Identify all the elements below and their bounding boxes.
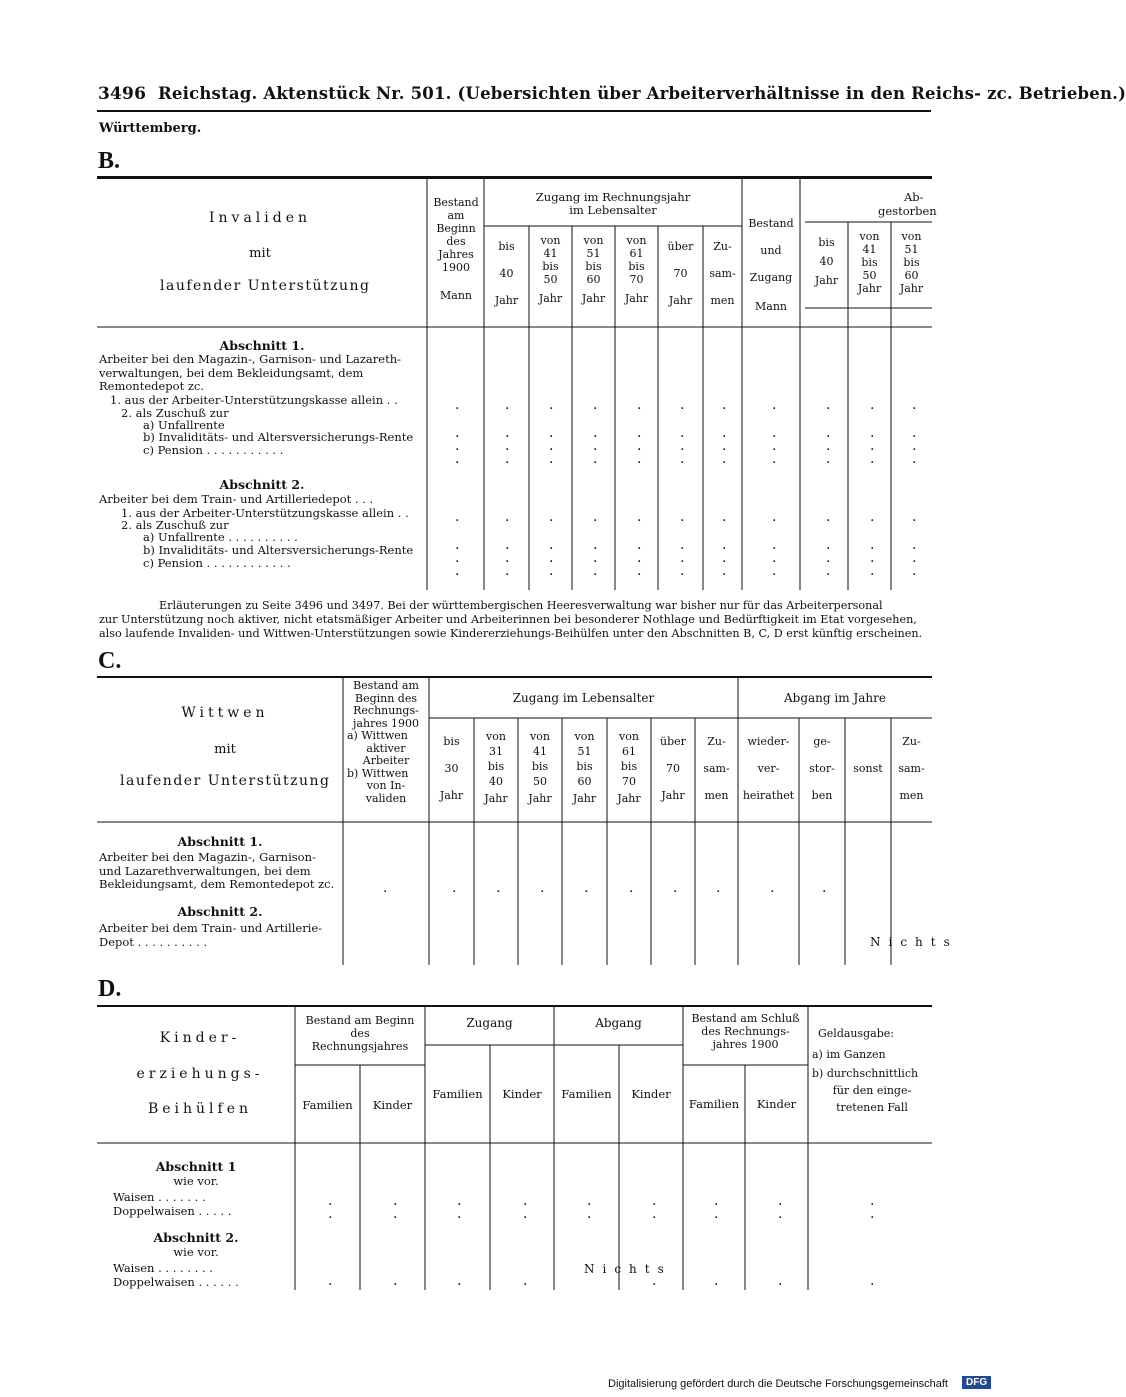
empty-cell-dot: .: [593, 563, 598, 579]
empty-cell-dot: .: [870, 397, 875, 413]
empty-cell-dot: .: [870, 509, 875, 525]
empty-cell-dot: .: [393, 1273, 398, 1289]
empty-cell-dot: .: [722, 438, 727, 454]
empty-cell-dot: .: [593, 537, 598, 553]
empty-cell-dot: .: [455, 425, 460, 441]
empty-cell-dot: .: [393, 1206, 398, 1222]
empty-cell-dot: .: [549, 397, 554, 413]
empty-cell-dot: .: [912, 425, 917, 441]
empty-cell-dot: .: [652, 1193, 657, 1209]
empty-cell-dot: .: [637, 397, 642, 413]
section-c-letter: C.: [98, 648, 122, 674]
b-col-bestand: Bestand am Beginn des Jahres 1900 Mann: [433, 196, 479, 302]
empty-cell-dot: .: [826, 550, 831, 566]
b-abschnitt2-title: Abschnitt 2.: [219, 477, 305, 492]
empty-cell-dot: .: [593, 451, 598, 467]
empty-cell-dot: .: [772, 397, 777, 413]
d-group-bestand-schluss: Bestand am Schluß des Rechnungs- jahres 1900: [691, 1012, 800, 1051]
empty-cell-dot: .: [455, 563, 460, 579]
empty-cell-dot: .: [826, 451, 831, 467]
empty-cell-dot: .: [593, 425, 598, 441]
empty-cell-dot: .: [870, 425, 875, 441]
empty-cell-dot: .: [722, 451, 727, 467]
empty-cell-dot: .: [714, 1193, 719, 1209]
b-col-bestand-zugang: Bestand und Zugang Mann: [748, 217, 794, 313]
empty-cell-dot: .: [778, 1273, 783, 1289]
empty-cell-dot: .: [772, 438, 777, 454]
empty-cell-dot: .: [328, 1206, 333, 1222]
d-abschnitt2-rows: Waisen . . . . . . . . Doppelwaisen . . . . . .: [113, 1261, 239, 1289]
empty-cell-dot: .: [778, 1193, 783, 1209]
empty-cell-dot: .: [505, 509, 510, 525]
empty-cell-dot: .: [680, 425, 685, 441]
empty-cell-dot: .: [680, 451, 685, 467]
c-nichts: Nichts: [870, 935, 958, 949]
c-zugang-col-5: von 61 bis 70 Jahr: [617, 730, 641, 805]
empty-cell-dot: .: [826, 563, 831, 579]
d-kinder-1: Kinder: [372, 1098, 413, 1112]
empty-cell-dot: .: [587, 1193, 592, 1209]
explanatory-notes: Erläuterungen zu Seite 3496 und 3497. Bei der württembergischen Heeresverwaltung war bisher nur für das Arbeiterpersonal zur Unterstützung noch aktiver, nicht etatsmäßiger Arbeiter und Arbeiterinnen bei besonderer Nothlage und Bedürftigkeit im Etat vorgesehen, also laufende Invaliden- und Wittwen-Unterstützungen sowie Kindererziehungs-Beihülfen unter den Abschnitten B, C, D erst künftig erscheinen.: [99, 599, 923, 640]
c-abschnitt1-rows: Arbeiter bei den Magazin-, Garnison- und Lazarethverwaltungen, bei dem Bekleidungsamt, dem Remontedepot zc.: [99, 850, 335, 891]
empty-cell-dot: .: [549, 425, 554, 441]
empty-cell-dot: .: [772, 451, 777, 467]
empty-cell-dot: .: [778, 1206, 783, 1222]
empty-cell-dot: .: [680, 438, 685, 454]
empty-cell-dot: .: [870, 1193, 875, 1209]
empty-cell-dot: .: [328, 1193, 333, 1209]
empty-cell-dot: .: [457, 1193, 462, 1209]
d-stub-line3: Beihülfen: [147, 1101, 253, 1117]
empty-cell-dot: .: [505, 537, 510, 553]
empty-cell-dot: .: [870, 1273, 875, 1289]
empty-cell-dot: .: [584, 880, 589, 896]
b-zugang-col-2: von 41 bis 50 Jahr: [538, 234, 563, 305]
empty-cell-dot: .: [826, 509, 831, 525]
empty-cell-dot: .: [629, 880, 634, 896]
empty-cell-dot: .: [505, 451, 510, 467]
empty-cell-dot: .: [912, 550, 917, 566]
empty-cell-dot: .: [912, 451, 917, 467]
c-abgang-col-4: Zu- sam- men: [898, 735, 925, 802]
empty-cell-dot: .: [505, 397, 510, 413]
empty-cell-dot: .: [680, 509, 685, 525]
b-zugang-header-2: im Lebensalter: [569, 203, 657, 217]
d-familien-1: Familien: [302, 1098, 353, 1112]
empty-cell-dot: .: [870, 451, 875, 467]
empty-cell-dot: .: [455, 451, 460, 467]
d-abschnitt2-sub: wie vor.: [173, 1245, 219, 1259]
b-zugang-header-1: Zugang im Rechnungsjahr: [535, 190, 691, 204]
c-stub-line1: Wittwen: [181, 705, 269, 721]
d-familien-3: Familien: [561, 1087, 612, 1101]
empty-cell-dot: .: [826, 537, 831, 553]
dfg-logo: DFG: [962, 1376, 991, 1389]
empty-cell-dot: .: [722, 537, 727, 553]
empty-cell-dot: .: [722, 550, 727, 566]
c-zugang-col-6: über 70 Jahr: [660, 735, 686, 802]
c-zugang-col-3: von 41 bis 50 Jahr: [528, 730, 552, 805]
empty-cell-dot: .: [680, 563, 685, 579]
empty-cell-dot: .: [637, 563, 642, 579]
empty-cell-dot: .: [549, 509, 554, 525]
empty-cell-dot: .: [593, 550, 598, 566]
empty-cell-dot: .: [637, 438, 642, 454]
empty-cell-dot: .: [870, 438, 875, 454]
b-abschnitt1-rows: Arbeiter bei den Magazin-, Garnison- und Lazareth- verwaltungen, bei dem Bekleidungsamt, dem Remontedepot zc. 1. aus der Arbeiter-Unterstützungskasse allein . . 2. als Zuschuß zur a) Unfallrente b) Invaliditäts- und Altersversicherungs-Rente c) Pension . . . . . . . . . . .: [99, 352, 414, 457]
empty-cell-dot: .: [593, 397, 598, 413]
empty-cell-dot: .: [722, 509, 727, 525]
c-abgang-header: Abgang im Jahre: [784, 691, 886, 705]
empty-cell-dot: .: [505, 550, 510, 566]
empty-cell-dot: .: [826, 397, 831, 413]
page-title: Reichstag. Aktenstück Nr. 501. (Uebersichten über Arbeiterverhältnisse in den Reichs- zc. Betrieben.): [158, 84, 1126, 103]
b-zugang-col-3: von 51 bis 60 Jahr: [581, 234, 606, 305]
empty-cell-dot: .: [455, 397, 460, 413]
b-abgang-col-2: von 41 bis 50 Jahr: [857, 230, 882, 295]
d-nichts: Nichts: [584, 1262, 672, 1276]
empty-cell-dot: .: [523, 1206, 528, 1222]
empty-cell-dot: .: [652, 1206, 657, 1222]
c-zugang-col-4: von 51 bis 60 Jahr: [572, 730, 597, 805]
empty-cell-dot: .: [714, 1206, 719, 1222]
empty-cell-dot: .: [523, 1193, 528, 1209]
empty-cell-dot: .: [722, 397, 727, 413]
empty-cell-dot: .: [505, 425, 510, 441]
empty-cell-dot: .: [680, 550, 685, 566]
b-zugang-col-5: über 70 Jahr: [667, 240, 694, 307]
c-abschnitt1-title: Abschnitt 1.: [177, 834, 263, 849]
empty-cell-dot: .: [912, 509, 917, 525]
empty-cell-dot: .: [822, 880, 827, 896]
empty-cell-dot: .: [393, 1193, 398, 1209]
empty-cell-dot: .: [772, 537, 777, 553]
b-stub-line2: mit: [249, 246, 271, 261]
empty-cell-dot: .: [455, 537, 460, 553]
d-familien-4: Familien: [688, 1097, 740, 1111]
empty-cell-dot: .: [637, 509, 642, 525]
c-zugang-header: Zugang im Lebensalter: [512, 691, 655, 705]
empty-cell-dot: .: [826, 425, 831, 441]
b-abgang-header-1: Ab-: [904, 190, 924, 204]
empty-cell-dot: .: [455, 550, 460, 566]
c-abschnitt2-title: Abschnitt 2.: [177, 904, 263, 919]
empty-cell-dot: .: [722, 425, 727, 441]
c-zugang-col-7: Zu- sam- men: [703, 735, 730, 802]
c-zugang-col-1: bis 30 Jahr: [439, 735, 464, 802]
c-abschnitt2-rows: Arbeiter bei dem Train- und Artillerie- Depot . . . . . . . . . .: [99, 921, 323, 949]
empty-cell-dot: .: [523, 1273, 528, 1289]
empty-cell-dot: .: [457, 1273, 462, 1289]
empty-cell-dot: .: [637, 451, 642, 467]
d-kinder-4: Kinder: [756, 1097, 797, 1111]
c-col-bestand: Bestand am Beginn des Rechnungs- jahres 1900 a) Wittwen aktiver Arbeiter b) Wittwen von In- validen: [347, 679, 419, 805]
d-group-zugang: Zugang: [466, 1016, 513, 1030]
empty-cell-dot: .: [673, 880, 678, 896]
b-stub-line1: Invaliden: [208, 210, 312, 226]
empty-cell-dot: .: [772, 563, 777, 579]
digitization-credit: Digitalisierung gefördert durch die Deutsche Forschungsgemeinschaft: [608, 1378, 948, 1390]
empty-cell-dot: .: [772, 425, 777, 441]
d-geldausgabe: Geldausgabe: a) im Ganzen b) durchschnittlich für den einge- tretenen Fall: [812, 1027, 919, 1114]
state-heading: Württemberg.: [99, 121, 202, 136]
empty-cell-dot: .: [637, 425, 642, 441]
empty-cell-dot: .: [870, 537, 875, 553]
d-abschnitt1-sub: wie vor.: [173, 1174, 219, 1188]
section-d-letter: D.: [98, 976, 122, 1002]
empty-cell-dot: .: [826, 438, 831, 454]
d-kinder-3: Kinder: [631, 1087, 671, 1101]
b-abgang-col-1: bis 40 Jahr: [814, 236, 839, 287]
empty-cell-dot: .: [328, 1273, 333, 1289]
d-abschnitt2-title: Abschnitt 2.: [153, 1230, 239, 1245]
empty-cell-dot: .: [455, 438, 460, 454]
empty-cell-dot: .: [870, 550, 875, 566]
b-zugang-col-6: Zu- sam- men: [709, 240, 736, 307]
c-stub-line2: mit: [214, 742, 236, 757]
empty-cell-dot: .: [912, 438, 917, 454]
c-abgang-col-3: sonst: [853, 762, 883, 775]
empty-cell-dot: .: [912, 397, 917, 413]
empty-cell-dot: .: [505, 563, 510, 579]
empty-cell-dot: .: [680, 537, 685, 553]
empty-cell-dot: .: [549, 550, 554, 566]
b-abschnitt2-rows: Arbeiter bei dem Train- und Artilleriedepot . . . 1. aus der Arbeiter-Unterstützungskasse allein . . 2. als Zuschuß zur a) Unfallrente . . . . . . . . . . b) Invaliditäts- und Altersversicherungs-Rente c) Pension . . . . . . . . . . . .: [99, 492, 414, 570]
d-stub-line2: erziehungs-: [136, 1066, 264, 1082]
c-abgang-col-1: wieder- ver- heirathet: [742, 735, 795, 802]
empty-cell-dot: .: [587, 1206, 592, 1222]
b-stub-line3: laufender Unterstützung: [160, 278, 371, 294]
empty-cell-dot: .: [496, 880, 501, 896]
empty-cell-dot: .: [593, 438, 598, 454]
empty-cell-dot: .: [549, 438, 554, 454]
empty-cell-dot: .: [549, 537, 554, 553]
d-stub-line1: Kinder-: [159, 1030, 241, 1046]
empty-cell-dot: .: [637, 550, 642, 566]
b-zugang-col-4: von 61 bis 70 Jahr: [624, 234, 649, 305]
d-familien-2: Familien: [432, 1087, 483, 1101]
empty-cell-dot: .: [549, 451, 554, 467]
b-abgang-header-2: gestorben: [878, 204, 937, 218]
b-abgang-col-3: von 51 bis 60 Jahr: [899, 230, 924, 295]
c-stub-line3: laufender Unterstützung: [120, 773, 331, 789]
c-zugang-col-2: von 31 bis 40 Jahr: [484, 730, 508, 805]
empty-cell-dot: .: [714, 1273, 719, 1289]
empty-cell-dot: .: [772, 550, 777, 566]
d-kinder-2: Kinder: [502, 1087, 542, 1101]
empty-cell-dot: .: [870, 1206, 875, 1222]
empty-cell-dot: .: [540, 880, 545, 896]
b-abschnitt1-title: Abschnitt 1.: [219, 338, 305, 353]
empty-cell-dot: .: [870, 563, 875, 579]
d-abschnitt1-rows: Waisen . . . . . . . Doppelwaisen . . . . .: [113, 1190, 232, 1218]
empty-cell-dot: .: [722, 563, 727, 579]
empty-cell-dot: .: [772, 509, 777, 525]
section-b-letter: B.: [98, 148, 121, 174]
empty-cell-dot: .: [637, 537, 642, 553]
empty-cell-dot: .: [549, 563, 554, 579]
d-group-abgang: Abgang: [595, 1016, 642, 1030]
empty-cell-dot: .: [593, 509, 598, 525]
b-zugang-col-1: bis 40 Jahr: [494, 240, 519, 307]
empty-cell-dot: .: [680, 397, 685, 413]
d-abschnitt1-title: Abschnitt 1: [155, 1159, 237, 1174]
empty-cell-dot: .: [452, 880, 457, 896]
empty-cell-dot: .: [912, 537, 917, 553]
empty-cell-dot: .: [383, 880, 388, 896]
empty-cell-dot: .: [770, 880, 775, 896]
empty-cell-dot: .: [912, 563, 917, 579]
empty-cell-dot: .: [716, 880, 721, 896]
c-abgang-col-2: ge- stor- ben: [809, 735, 835, 802]
empty-cell-dot: .: [652, 1273, 657, 1289]
page-number: 3496: [98, 84, 147, 104]
empty-cell-dot: .: [505, 438, 510, 454]
d-group-bestand-beginn: Bestand am Beginn des Rechnungsjahres: [305, 1014, 415, 1053]
empty-cell-dot: .: [455, 509, 460, 525]
empty-cell-dot: .: [457, 1206, 462, 1222]
